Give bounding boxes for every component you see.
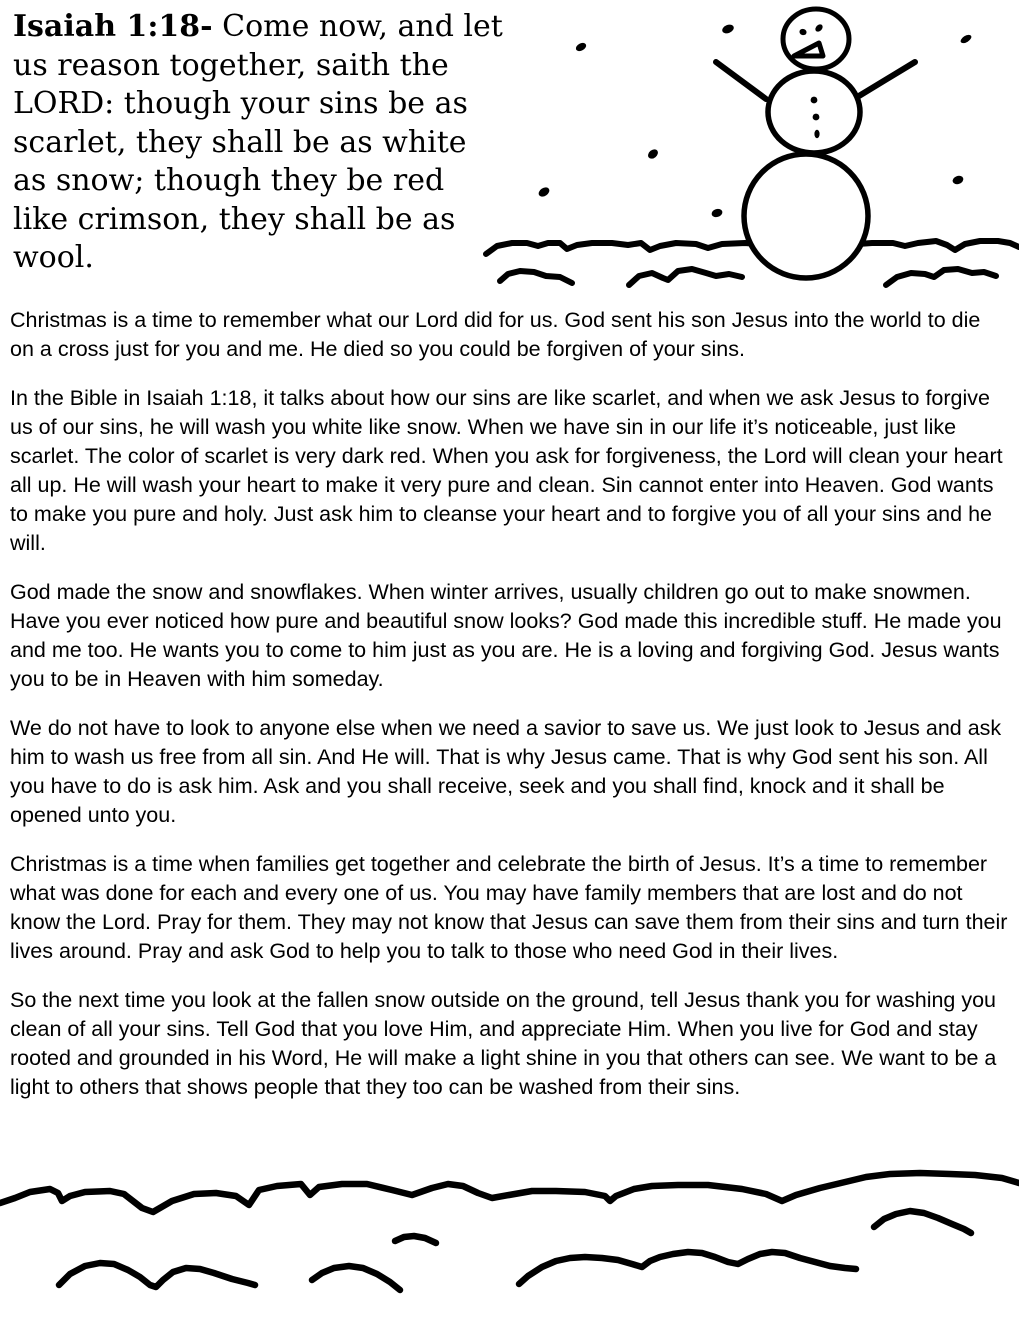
- snowman: [716, 9, 915, 278]
- snowman-bottom-ball: [744, 154, 868, 278]
- snowflake-dot: [646, 147, 660, 160]
- snow-hill-line: [0, 1173, 1019, 1212]
- snowflake-dot: [711, 207, 724, 218]
- snow-ground-line: [486, 241, 1019, 254]
- snow-drift-line: [395, 1236, 436, 1243]
- snowman-middle-ball: [768, 71, 860, 153]
- top-snow-drift-lines: [500, 269, 996, 285]
- verse-reference: Isaiah 1:18-: [13, 9, 213, 44]
- snowman-left-eye: [799, 28, 808, 36]
- bottom-snow-drift-lines: [59, 1211, 971, 1290]
- snow-drift-line: [312, 1266, 400, 1290]
- snowman-button: [814, 130, 819, 138]
- snow-drift-line: [519, 1252, 856, 1284]
- snow-drift-line: [629, 269, 742, 285]
- snow-drift-line: [59, 1263, 255, 1287]
- snowman-head: [783, 9, 849, 69]
- snowflake-dots: [537, 23, 973, 218]
- body-text: [10, 306, 1010, 1122]
- snowman-right-eye: [814, 23, 824, 33]
- verse-heading: [13, 8, 505, 278]
- paragraph: Christmas is a time to remember what our Lord did for us. God sent his son Jesus into the world to die on a cross just for you and me. He died so you could be forgiven of your sins.: [10, 308, 981, 361]
- verse-text: Come now, and let us reason together, saith the LORD: though your sins be as scarlet, they shall be as white as snow; though they be red like crimson, they shall be as wool.: [13, 9, 503, 275]
- snowman-button: [811, 97, 818, 104]
- snow-drift-line: [886, 269, 996, 285]
- paragraph: In the Bible in Isaiah 1:18, it talks about how our sins are like scarlet, and when we ask Jesus to forgive us of our sins, he will wash you white like snow. When we have sin in our life it’s noticeable, just like scarlet. The color of scarlet is very dark red. When you ask for forgiveness, the Lord will clean your heart all up. He will wash your heart to make it very pure and clean. Sin cannot enter into Heaven. God wants to make you pure and holy. Just ask him to cleanse your heart and to forgive you of all your sins and he will.: [10, 386, 1003, 555]
- snow-drift-line: [500, 271, 572, 283]
- paragraph: We do not have to look to anyone else when we need a savior to save us. We just look to Jesus and ask him to wash us free from all sin. And He will. That is why Jesus came. That is why God sent his son. All you have to do is ask him. Ask and you shall receive, seek and you shall find, knock and it shall be opened unto you.: [10, 716, 1002, 827]
- snowflake-dot: [721, 23, 735, 35]
- snowman-right-arm: [854, 62, 915, 99]
- snow-drift-line: [874, 1211, 971, 1233]
- snowman-button: [813, 114, 820, 121]
- snowflake-dot: [574, 41, 587, 53]
- snowman-left-arm: [716, 62, 766, 99]
- snowman-nose: [794, 43, 823, 56]
- snowflake-dot: [537, 185, 551, 198]
- paragraph: So the next time you look at the fallen snow outside on the ground, tell Jesus thank you for washing you clean of all your sins. Tell God that you love Him, and appreciate Him. When you live for God and stay rooted and grounded in his Word, He will make a light shine in you that others can see. We want to be a light to others that shows people that they too can be washed from their sins.: [10, 988, 997, 1099]
- snowflake-dot: [951, 174, 964, 185]
- snowflake-dot: [959, 33, 973, 45]
- paragraph: Christmas is a time when families get together and celebrate the birth of Jesus. It’s a time to remember what was done for each and every one of us. You may have family members that are lost and do not know the Lord. Pray for them. They may not know that Jesus can save them from their sins and turn their lives around. Pray and ask God to help you to talk to those who need God in their lives.: [10, 852, 1008, 963]
- paragraph: God made the snow and snowflakes. When winter arrives, usually children go out to make snowmen. Have you ever noticed how pure and beautiful snow looks? God made this incredible stuff. He made you and me too. He wants you to come to him just as you are. He is a loving and forgiving God. Jesus wants you to be in Heaven with him someday.: [10, 580, 1002, 691]
